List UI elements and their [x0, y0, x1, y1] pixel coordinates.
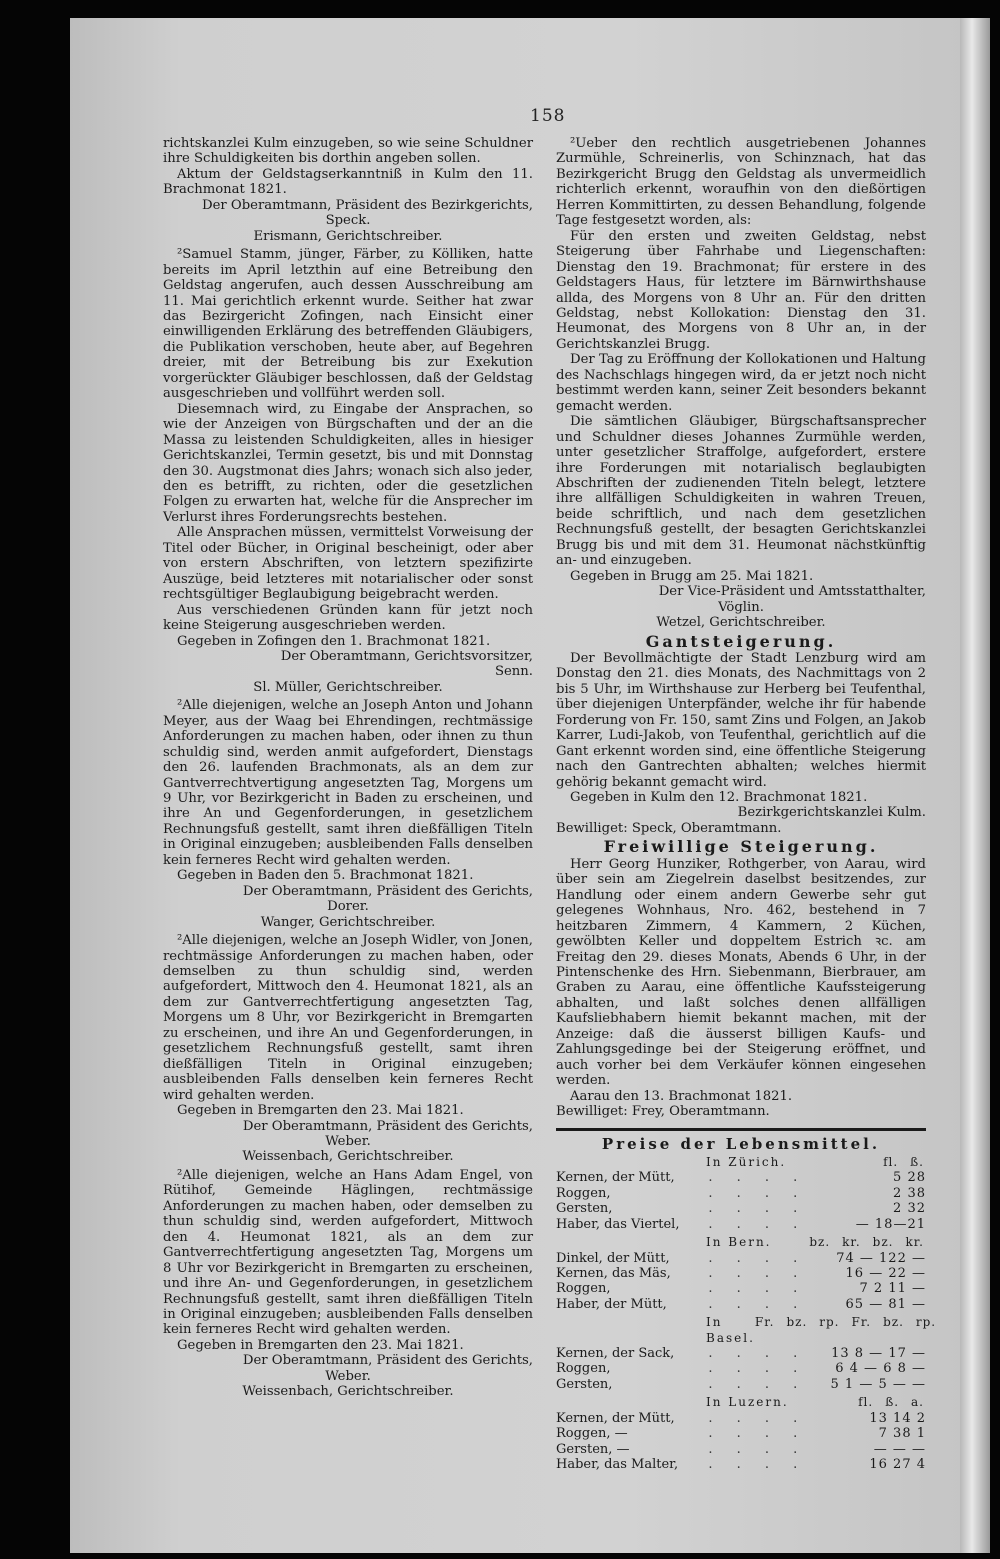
price-section-place: In Luzern.	[706, 1395, 789, 1410]
price-leader-dots: . . . .	[708, 1441, 808, 1457]
notice-date: Gegeben in Bremgarten den 23. Mai 1821.	[177, 1337, 464, 1353]
price-values: 7 2 11 —	[859, 1281, 926, 1297]
signature-title: Der Vice-Präsident und Amtsstatthalter,	[658, 584, 926, 600]
price-values: 16 27 4	[869, 1456, 926, 1472]
signature-name: Weber.	[325, 1134, 371, 1149]
section-heading-freiwillige: Freiwillige Steigerung.	[603, 837, 879, 857]
price-item: Roggen,	[556, 1361, 611, 1377]
price-values: 74 — 122 —	[836, 1250, 926, 1266]
price-leader-dots: . . . .	[708, 1296, 808, 1312]
signature-name: Senn.	[494, 664, 533, 680]
notice-text: ²Samuel Stamm, jünger, Färber, zu Kölliken, hatte bereits im April letzthin auf eine Betreibung den Geldstag angerufen, auch dessen Ausschreibung am 11. Mai gerichtlich erkennt wurde. Seither hat zwar das Bezirgericht Zofingen, nach Einsicht einer einwilligenden Erklärung des betreffenden Gläubigers, die Publikation verschoben, heute aber, auf Begehren dreier, mit der Betreibung bis zur Exekution vorgerückter Gläubiger beschlossen, daß der Geldstag ausgeschrieben und vollführt werden soll.	[163, 247, 533, 402]
notice-date: Gegeben in Brugg am 25. Mai 1821.	[570, 568, 814, 584]
price-values: 13 14 2	[869, 1410, 926, 1426]
notice-text: ²Alle diejenigen, welche an Joseph Anton und Johann Meyer, aus der Waag bei Ehrendingen, rechtmässige Anforderungen zu machen haben, oder ihnen zu thun schuldig sind, werden anmit aufgefordert, Dienstags den 26. laufenden Brachmonats, als an dem zur Gantverrechtvertigung angesetzten Tag, Morgens um 9 Uhr, vor Bezirkgericht in Baden zu erscheinen, und ihre An und Gegenforderungen, in gesetzlichem Rechnungsfuß gestellt, samt ihren dießfälligen Titeln in Original einzugeben; ausbleibenden Falls denselben kein ferneres Recht wird gehalten werden.	[163, 698, 533, 868]
signature-clerk: Sl. Müller, Gerichtschreiber.	[253, 679, 443, 695]
price-section-place: In Basel.	[706, 1315, 755, 1345]
price-item: Kernen, der Sack,	[556, 1346, 675, 1362]
price-leader-dots: . . . .	[708, 1281, 808, 1297]
approval-note: Bewilliget: Speck, Oberamtmann.	[556, 820, 782, 836]
price-row	[556, 1217, 926, 1232]
section-heading-gantsteigerung: Gantsteigerung.	[645, 631, 837, 651]
price-row	[556, 1426, 926, 1441]
notice-text: Aus verschiedenen Gründen kann für jetzt noch keine Steigerung ausgeschrieben werden.	[163, 602, 533, 634]
price-leader-dots: . . . .	[708, 1216, 808, 1232]
price-item: Kernen, der Mütt,	[556, 1410, 675, 1426]
price-unit: ß.	[910, 1155, 924, 1169]
price-values: 5 1 — 5 — —	[830, 1376, 926, 1392]
notice-date: Gegeben in Baden den 5. Brachmonat 1821.	[177, 868, 474, 884]
notice-text: Diesemnach wird, zu Eingabe der Ansprachen, so wie der Anzeigen von Bürgschaften und der an die Massa zu leistenden Schuldigkeiten, alles in hiesiger Gerichtskanzlei, Termin gesetzt, bis und mit Donnstag den 30. Augstmonat dies Jahrs; wonach sich also jeder, den es betrifft, zu richten, oder die gesetzlichen Folgen zu erwarten hat, welche für die Ansprecher im Verlurst ihres Forderungsrechts bestehen.	[163, 401, 533, 525]
price-values: 13 8 — 17 —	[831, 1346, 926, 1362]
signature-name: Weber.	[325, 1368, 371, 1384]
price-row	[556, 1201, 926, 1216]
notice-date: Gegeben in Kulm den 12. Brachmonat 1821.	[570, 790, 868, 806]
price-leader-dots: . . . .	[708, 1376, 808, 1392]
price-section-place: In Bern.	[706, 1235, 772, 1250]
price-table	[556, 1155, 937, 1472]
price-row	[556, 1170, 926, 1185]
price-leader-dots: . . . .	[708, 1170, 808, 1186]
signature-name: Speck.	[325, 213, 371, 229]
price-section-header	[556, 1235, 926, 1250]
signature-name: Dorer.	[327, 899, 369, 915]
price-item: Roggen,	[556, 1185, 611, 1201]
page-edge	[960, 18, 990, 1553]
right-column	[556, 136, 937, 1472]
notice-date: Aktum der Geldstagserkanntniß in Kulm den 11. Brachmonat 1821.	[163, 166, 533, 198]
signature-name: Vöglin.	[718, 599, 764, 615]
price-row	[556, 1186, 926, 1201]
price-item: Kernen, der Mütt,	[556, 1170, 675, 1186]
price-unit: kr.	[842, 1235, 861, 1250]
signature-clerk: Wetzel, Gerichtschreiber.	[656, 615, 826, 631]
signature-clerk: Erismann, Gerichtschreiber.	[253, 228, 443, 244]
price-values: 16 — 22 —	[845, 1265, 926, 1281]
price-row	[556, 1281, 926, 1296]
price-leader-dots: . . . .	[708, 1250, 808, 1266]
price-unit: Fr.	[851, 1315, 872, 1330]
price-leader-dots: . . . .	[708, 1185, 808, 1201]
notice-text: Herr Georg Hunziker, Rothgerber, von Aarau, wird über sein am Ziegelrein daselbst besitzendes, zur Handlung oder einem andern Gewerbe sehr gut gelegenes Wohnhaus, Nro. 462, bestehend in 7 heitzbaren Zimmern, 4 Kammern, 2 Küchen, gewölbten Keller und doppeltem Estrich ꝛc. am Freitag den 29. dieses Monats, Abends 6 Uhr, in der Pintenschenke des Hrn. Siebenmann, Bierbrauer, am Graben zu Aarau, eine öffentliche Kaufssteigerung abhalten, und laßt solches denen allfälligen Kaufsliebhabern hiemit bekannt machen, mit der Anzeige: daß die äusserst billigen Kaufs- und Zahlungsgedinge bei der Steigerung eröffnet, und auch vorher bei dem Verkäufer können eingesehen werden.	[556, 856, 926, 1089]
price-row	[556, 1457, 926, 1472]
price-unit: ß.	[885, 1395, 900, 1410]
signature-clerk: Weissenbach, Gerichtschreiber.	[242, 1149, 454, 1165]
price-table-title: Preise der Lebensmittel.	[601, 1134, 881, 1153]
notice-text: richtskanzlei Kulm einzugeben, so wie seine Schuldner ihre Schuldigkeiten bis dorthin angeben sollen.	[163, 136, 533, 167]
price-leader-dots: . . . .	[708, 1265, 808, 1281]
section-divider	[556, 1128, 926, 1131]
price-values: 7 38 1	[878, 1426, 926, 1442]
price-leader-dots: . . . .	[708, 1456, 808, 1472]
notice-text: ²Ueber den rechtlich ausgetriebenen Johannes Zurmühle, Schreinerlis, von Schinznach, hat das Bezirkgericht Brugg den Geldstag als unvermeidlich richterlich erkennt, woraufhin von den dießörtigen Herren Kommittirten, zu dessen Behandlung, folgende Tage festgesetzt worden, als:	[556, 136, 926, 229]
price-values: 5 28	[893, 1170, 926, 1186]
price-section-place: In Zürich.	[706, 1155, 787, 1169]
signature-title: Der Oberamtmann, Gerichtsvorsitzer,	[280, 648, 533, 664]
price-row	[556, 1297, 926, 1312]
price-values: 65 — 81 —	[845, 1296, 926, 1312]
price-row	[556, 1346, 926, 1361]
price-values: 6 4 — 6 8 —	[835, 1361, 926, 1377]
price-unit: fl.	[883, 1155, 899, 1169]
signature-title: Der Oberamtmann, Präsident des Gerichts,	[242, 1118, 533, 1134]
price-row	[556, 1361, 926, 1376]
price-leader-dots: . . . .	[708, 1361, 808, 1377]
price-unit: bz.	[786, 1315, 808, 1330]
price-item: Haber, der Mütt,	[556, 1296, 667, 1312]
price-leader-dots: . . . .	[708, 1201, 808, 1217]
price-unit: bz.	[809, 1235, 831, 1250]
price-section-units	[883, 1155, 926, 1170]
notice-date: Aarau den 13. Brachmonat 1821.	[570, 1088, 793, 1104]
price-section-header	[556, 1155, 926, 1170]
price-section-header	[556, 1315, 937, 1346]
page-number: 158	[530, 106, 566, 126]
price-item: Gersten, —	[556, 1441, 630, 1457]
notice-text: Alle Ansprachen müssen, vermittelst Vorweisung der Titel oder Bücher, in Original bescheinigt, oder aber von erstern Abschriften, von letztern spezifizirte Auszüge, beid letzteres mit notarialischer oder sonst rechtsgültiger Beglaubigung beigebracht werden.	[163, 525, 533, 603]
notice-date: Gegeben in Bremgarten den 23. Mai 1821.	[177, 1103, 464, 1119]
notice-text: Für den ersten und zweiten Geldstag, nebst Steigerung über Fahrhabe und Liegenschaften: Dienstag den 19. Brachmonat; für erstere in des Geldstagers Haus, für letztere im Bärnwirthshause allda, des Morgens von 8 Uhr an. Für den dritten Geldstag, nebst Kollokation: Dienstag den 31. Heumonat, des Morgens von 8 Uhr an, in der Gerichtskanzlei Brugg.	[556, 228, 926, 352]
price-item: Kernen, das Mäs,	[556, 1265, 671, 1281]
price-unit: fl.	[858, 1395, 874, 1410]
price-row	[556, 1411, 926, 1426]
price-unit: Fr.	[754, 1315, 775, 1330]
price-leader-dots: . . . .	[708, 1426, 808, 1442]
price-unit: bz.	[872, 1235, 894, 1250]
price-item: Gersten,	[556, 1376, 613, 1392]
price-section-header	[556, 1395, 926, 1410]
price-values: 2 32	[893, 1201, 926, 1217]
price-section-units	[858, 1395, 926, 1410]
price-unit: bz.	[883, 1315, 904, 1330]
price-row	[556, 1442, 926, 1457]
price-values: — — —	[873, 1441, 926, 1457]
price-leader-dots: . . . .	[708, 1346, 808, 1362]
signature-title: Der Oberamtmann, Präsident des Gerichts,	[242, 1353, 533, 1369]
price-row	[556, 1377, 926, 1392]
price-unit: rp.	[915, 1315, 937, 1330]
price-section-units	[755, 1315, 938, 1346]
signature-title: Der Oberamtmann, Präsident des Bezirkgerichts,	[202, 197, 533, 213]
left-column	[163, 136, 533, 1400]
price-values: — 18—21	[855, 1216, 926, 1232]
price-values: 2 38	[893, 1185, 926, 1201]
price-item: Roggen,	[556, 1281, 611, 1297]
price-section-units	[809, 1235, 926, 1250]
price-item: Gersten,	[556, 1201, 613, 1217]
price-item: Haber, das Malter,	[556, 1456, 679, 1472]
price-row	[556, 1266, 926, 1281]
notice-text: Der Bevollmächtigte der Stadt Lenzburg wird am Donstag den 21. dies Monats, des Nachmittags von 2 bis 5 Uhr, im Wirthshause zur Herberg bei Teufenthal, über diejenigen Unterpfänder, welche ihr für habende Forderung von Fr. 150, samt Zins und Folgen, an Jakob Karrer, Ludi-Jakob, von Teufenthal, gerichtlich auf die Gant erkennt worden sind, eine öffentliche Steigerung nach den Gantrechten abhalten; welches hiermit gehörig bekannt gemacht wird.	[556, 650, 926, 790]
price-item: Haber, das Viertel,	[556, 1216, 680, 1232]
notice-text: Die sämtlichen Gläubiger, Bürgschaftsansprecher und Schuldner dieses Johannes Zurmühle werden, unter gesetzlicher Straffolge, aufgefordert, erstere ihre Forderungen mit notarialisch beglaubigten Abschriften der zudienenden Titeln belegt, letztere ihre allfälligen Schuldigkeiten in wahren Treuen, beide schriftlich, und nach dem gesetzlichen Rechnungsfuß gestellt, der besagten Gerichtskanzlei Brugg bis und mit dem 31. Heumonat nächstkünftig an- und einzugeben.	[556, 414, 926, 569]
notice-text: ²Alle diejenigen, welche an Hans Adam Engel, von Rütihof, Gemeinde Häglingen, rechtmässige Anforderungen zu machen haben, oder demselben zu thun schuldig sind, werden aufgefordert, Mittwoch den 4. Heumonat 1821, als an dem zur Gantverrechtfertigung angesetzten Tag, Morgens um 8 Uhr vor Bezirkgericht in Bremgarten zu erscheinen, und ihre An- und Gegenforderungen, in gesetzlichem Rechnungsfuß gestellt, samt ihren dießfälligen Titeln in Original einzugeben; ausbleibenden Falls denselben kein ferneres Recht wird gehalten werden.	[163, 1167, 533, 1338]
price-unit: a.	[911, 1395, 924, 1410]
signature-office: Bezirkgerichtskanzlei Kulm.	[737, 805, 926, 821]
notice-text: ²Alle diejenigen, welche an Joseph Widler, von Jonen, rechtmässige Anforderungen zu machen haben, oder demselben zu thun schuldig sind, werden aufgefordert, Mittwoch den 4. Heumonat 1821, als an dem zur Gantverrechtfertigung angesetzten Tag, Morgens um 8 Uhr, vor Bezirkgericht in Bremgarten zu erscheinen, und ihre An und Gegenforderungen, in gesetzlichem Rechnungsfuß gestellt, samt ihren dießfälligen Titeln in Original einzugeben; ausbleibenden Falls denselben kein ferneres Recht wird gehalten werden.	[163, 933, 533, 1103]
price-leader-dots: . . . .	[708, 1410, 808, 1426]
signature-title: Der Oberamtmann, Präsident des Gerichts,	[242, 883, 533, 899]
signature-clerk: Weissenbach, Gerichtschreiber.	[242, 1384, 454, 1400]
notice-text: Der Tag zu Eröffnung der Kollokationen und Haltung des Nachschlags hingegen wird, da er jetzt noch nicht bestimmt werden kann, seiner Zeit besonders bekannt gemacht werden.	[556, 352, 926, 414]
price-item: Roggen, —	[556, 1426, 628, 1442]
price-unit: rp.	[819, 1315, 840, 1330]
signature-clerk: Wanger, Gerichtschreiber.	[260, 914, 436, 930]
price-item: Dinkel, der Mütt,	[556, 1250, 670, 1266]
approval-note: Bewilliget: Frey, Oberamtmann.	[556, 1104, 770, 1120]
price-row	[556, 1251, 926, 1266]
notice-date: Gegeben in Zofingen den 1. Brachmonat 1821.	[177, 633, 491, 649]
price-unit: kr.	[905, 1235, 924, 1250]
